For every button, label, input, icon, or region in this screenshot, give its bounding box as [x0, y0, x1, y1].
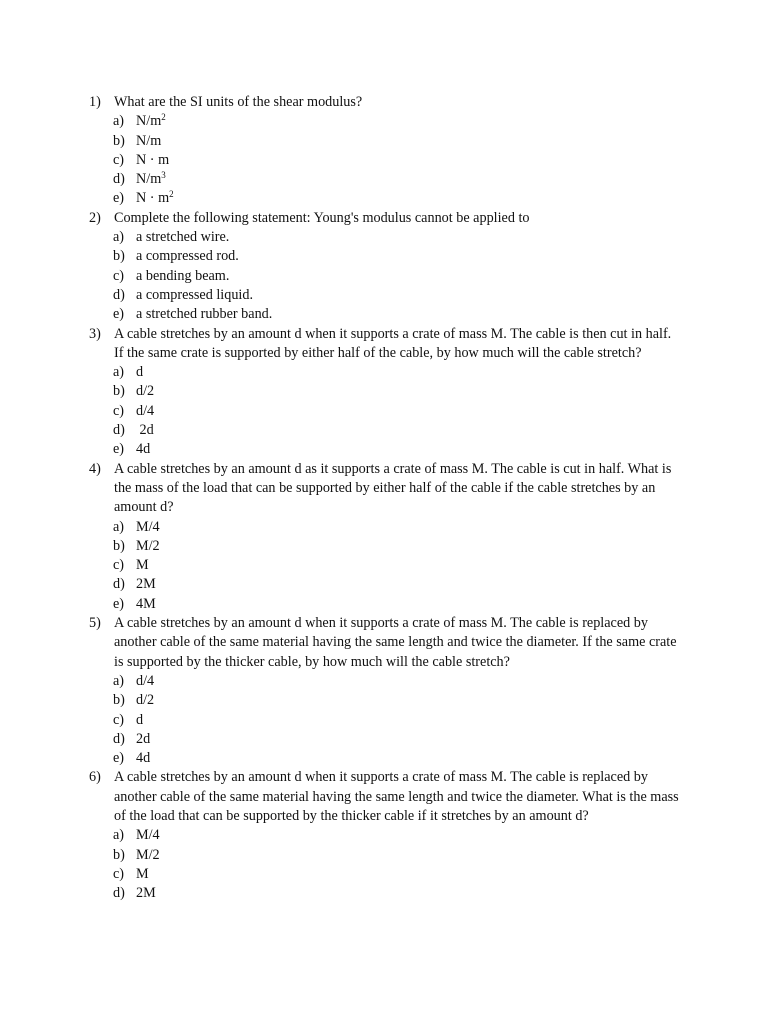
option-label: e) — [113, 190, 125, 207]
option-superscript: 2 — [169, 189, 174, 200]
option-b — [0, 846, 768, 865]
question-number: 1) — [89, 94, 101, 110]
question-text: A cable stretches by an amount d when it supports a crate of mass M. The cable is replaced by another cable of the same material having the same length and twice the diameter. If the same crate is supported by the thicker cable, by how much will the cable stretch? — [114, 615, 677, 670]
option-text: M/4 — [136, 518, 160, 535]
option-e — [0, 189, 768, 208]
option-d — [0, 884, 768, 903]
option-c — [0, 556, 768, 575]
option-text: M/4 — [136, 827, 160, 844]
question-number: 4) — [89, 460, 101, 477]
option-label: a) — [113, 229, 125, 246]
option-label: b) — [113, 692, 125, 709]
option-c — [0, 865, 768, 884]
question-text: Complete the following statement: Young's modulus cannot be applied to — [114, 209, 530, 226]
option-text: d/4 — [136, 402, 155, 419]
option-superscript: 3 — [161, 170, 166, 181]
question-text: A cable stretches by an amount d when it supports a crate of mass M. The cable is then cut in half. If the same crate is supported by either half of the cable, by how much will the cable stretch? — [114, 325, 672, 361]
option-text: 2M — [136, 885, 156, 902]
option-label: e) — [113, 441, 125, 458]
question-stem — [0, 460, 680, 518]
question-text: What are the SI units of the shear modulus? — [114, 94, 363, 110]
option-text: N/m — [136, 171, 162, 188]
option-text: N · m — [136, 151, 170, 168]
option-b — [0, 537, 768, 556]
option-superscript: 2 — [161, 112, 166, 123]
option-label: a) — [113, 518, 125, 535]
option-a — [0, 672, 768, 691]
option-text: 2M — [136, 576, 156, 593]
question-number: 3) — [89, 325, 101, 342]
option-label: b) — [113, 248, 125, 265]
option-label: a) — [113, 113, 125, 130]
option-d — [0, 170, 768, 189]
question-stem — [0, 768, 680, 826]
option-text: N/m — [136, 132, 162, 149]
question-stem — [0, 325, 680, 364]
option-label: a) — [113, 672, 125, 689]
option-label: c) — [113, 151, 125, 168]
option-label: e) — [113, 306, 125, 323]
option-text: d — [136, 711, 144, 728]
option-label: a) — [113, 827, 125, 844]
option-text: M/2 — [136, 537, 160, 554]
question-1 — [0, 93, 768, 209]
option-label: d) — [113, 422, 125, 439]
option-text: d/2 — [136, 383, 155, 400]
option-text: 4d — [136, 750, 151, 767]
question-text: A cable stretches by an amount d as it supports a crate of mass M. The cable is cut in half. What is the mass of the load that can be supported by either half of the cable if the cable stretches by an amount d? — [114, 460, 672, 516]
option-a — [0, 112, 768, 131]
option-text: N/m — [136, 113, 162, 130]
option-text: d — [136, 364, 144, 381]
question-stem — [0, 614, 680, 672]
option-text: a compressed rod. — [136, 248, 239, 265]
option-label: b) — [113, 383, 125, 400]
option-text: a stretched rubber band. — [136, 306, 273, 323]
option-text: M — [136, 865, 149, 882]
option-d — [0, 575, 768, 594]
option-a — [0, 826, 768, 845]
option-b — [0, 691, 768, 710]
option-label: d) — [113, 286, 125, 303]
option-label: b) — [113, 537, 125, 554]
question-number: 5) — [89, 615, 101, 632]
option-label: b) — [113, 846, 125, 863]
question-5 — [0, 614, 768, 768]
option-c — [0, 711, 768, 730]
option-label: e) — [113, 595, 125, 612]
option-a — [0, 228, 768, 247]
option-e — [0, 440, 768, 459]
option-label: d) — [113, 885, 125, 902]
option-text: M — [136, 557, 149, 574]
option-text: a bending beam. — [136, 267, 230, 284]
question-4 — [0, 460, 768, 614]
option-label: b) — [113, 132, 125, 149]
option-a — [0, 363, 768, 382]
question-3 — [0, 325, 768, 460]
option-d — [0, 421, 768, 440]
option-c — [0, 151, 768, 170]
option-text: N · m — [136, 190, 170, 207]
option-label: c) — [113, 711, 125, 728]
option-text: d/4 — [136, 672, 155, 689]
option-b — [0, 247, 768, 266]
question-2 — [0, 209, 768, 325]
option-label: a) — [113, 364, 125, 381]
option-c — [0, 267, 768, 286]
option-label: e) — [113, 750, 125, 767]
option-d — [0, 286, 768, 305]
option-label: c) — [113, 267, 125, 284]
option-e — [0, 305, 768, 324]
question-6 — [0, 768, 768, 903]
option-label: d) — [113, 171, 125, 188]
option-text: a compressed liquid. — [136, 286, 254, 303]
question-stem — [0, 93, 680, 112]
question-number: 6) — [89, 769, 101, 786]
option-label: d) — [113, 730, 125, 747]
option-text: 4M — [136, 595, 156, 612]
option-text: 2d — [136, 422, 154, 439]
option-text: M/2 — [136, 846, 160, 863]
question-list — [0, 93, 768, 903]
option-b — [0, 382, 768, 401]
option-label: c) — [113, 865, 125, 882]
option-text: 4d — [136, 441, 151, 458]
question-text: A cable stretches by an amount d when it supports a crate of mass M. The cable is replaced by another cable of the same material having the same length and twice the diameter. What is the mass of the load that can be supported by the thicker cable if it stretches by an amount d? — [114, 769, 679, 824]
option-label: d) — [113, 576, 125, 593]
option-label: c) — [113, 402, 125, 419]
option-text: 2d — [136, 730, 151, 747]
option-text: a stretched wire. — [136, 229, 230, 246]
option-c — [0, 402, 768, 421]
option-a — [0, 518, 768, 537]
option-b — [0, 132, 768, 151]
option-d — [0, 730, 768, 749]
option-e — [0, 749, 768, 768]
option-e — [0, 595, 768, 614]
question-stem — [0, 209, 680, 228]
question-number: 2) — [89, 209, 101, 226]
option-text: d/2 — [136, 692, 155, 709]
option-label: c) — [113, 557, 125, 574]
